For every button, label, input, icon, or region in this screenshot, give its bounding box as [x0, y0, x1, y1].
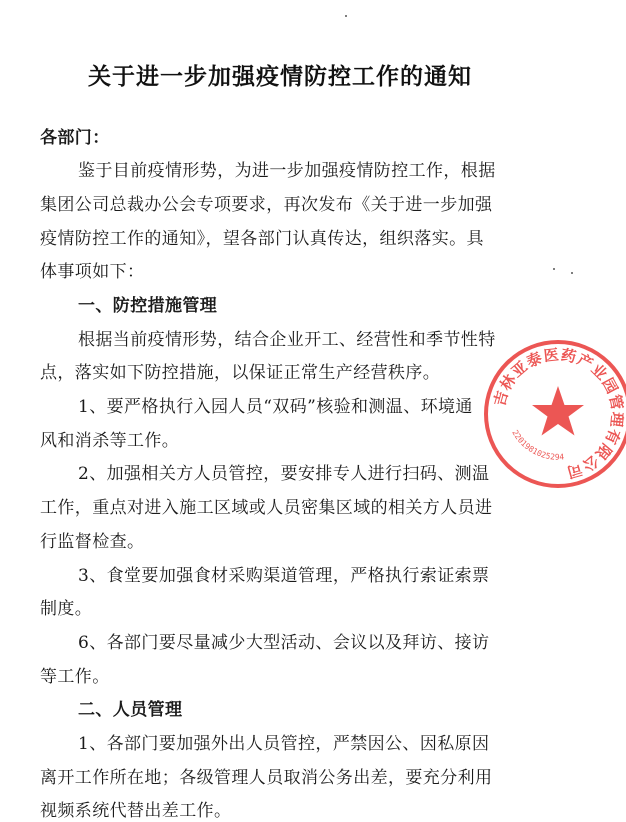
scan-speck — [345, 15, 347, 17]
body-line: 体事项如下： — [40, 262, 145, 282]
body-line: 工作，重点对进入施工区域或人员密集区域的相关方人员进 — [40, 498, 493, 518]
body-line: 根据当前疫情形势，结合企业开工、经营性和季节性特 — [78, 330, 496, 350]
seal-star-icon — [532, 386, 584, 436]
body-line: 集团公司总裁办公会专项要求，再次发布《关于进一步加强 — [40, 195, 493, 215]
seal-org-text: 吉林亚泰医药产业园管理有限公司 — [490, 345, 626, 482]
document-title: 关于进一步加强疫情防控工作的通知 — [88, 64, 472, 90]
body-line: 等工作。 — [40, 667, 110, 687]
body-line: 离开工作所在地；各级管理人员取消公务出差，要充分利用 — [40, 768, 493, 788]
scan-speck — [553, 268, 555, 270]
body-line: 1、各部门要加强外出人员管控，严禁因公、因私原因 — [78, 734, 490, 754]
body-line: 鉴于目前疫情形势，为进一步加强疫情防控工作，根据 — [78, 161, 496, 181]
section-heading: 二、人员管理 — [78, 700, 183, 720]
official-seal — [478, 334, 626, 494]
scan-speck — [571, 272, 573, 274]
body-line: 6、各部门要尽量减少大型活动、会议以及拜访、接访 — [78, 633, 490, 653]
body-line: 视频系统代替出差工作。 — [40, 801, 232, 821]
body-line: 1、要严格执行入园人员“双码”核验和测温、环境通 — [78, 397, 473, 417]
section-heading: 一、防控措施管理 — [78, 296, 218, 316]
body-line: 点，落实如下防控措施，以保证正常生产经营秩序。 — [40, 363, 441, 383]
body-line: 风和消杀等工作。 — [40, 431, 180, 451]
body-line: 制度。 — [40, 599, 93, 619]
seal-code: 2201981025294 — [510, 428, 565, 462]
body-line: 3、食堂要加强食材采购渠道管理，严格执行索证索票 — [78, 566, 490, 586]
salutation: 各部门： — [40, 128, 110, 148]
body-line: 行监督检查。 — [40, 532, 145, 552]
body-line: 2、加强相关方人员管控，要安排专人进行扫码、测温 — [78, 464, 490, 484]
body-line: 疫情防控工作的通知》，望各部门认真传达，组织落实。具 — [40, 229, 484, 249]
